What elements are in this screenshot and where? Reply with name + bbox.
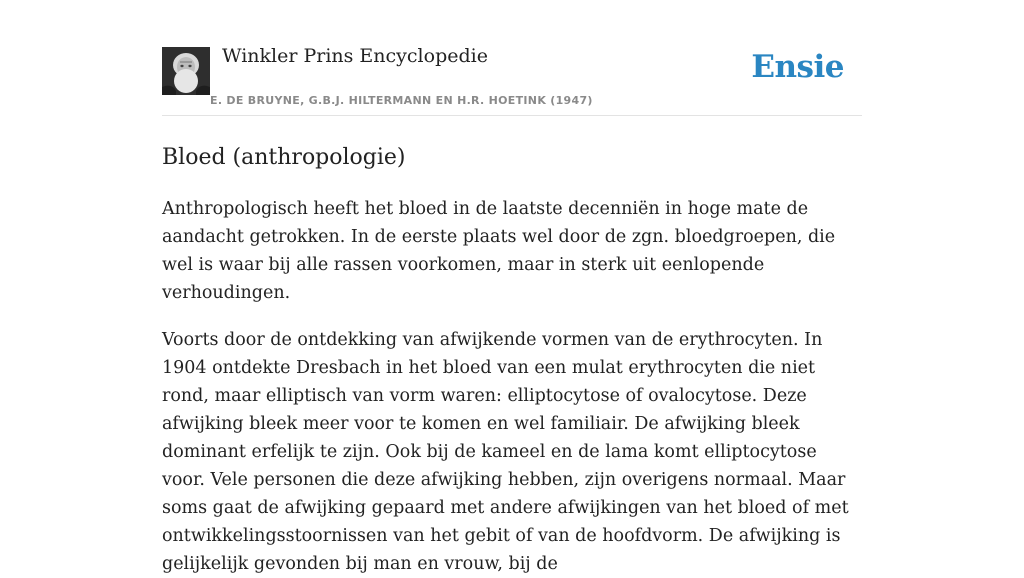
- article-title: Bloed (anthropologie): [162, 145, 406, 170]
- article-container: [162, 0, 862, 578]
- source-authors: E. DE BRUYNE, G.B.J. HILTERMANN EN H.R. HOETINK (1947): [210, 94, 593, 107]
- article-paragraph: Voorts door de ontdekking van afwijkende vormen van de erythrocyten. In 1904 ontdekte Dresbach in het bloed van een mulat erythrocyten die niet rond, maar elliptisch van vorm waren: elliptocytose of ovalocytose. Deze afwijking bleek meer voor te komen en wel familiair. De afwijking bleek dominant erfelijk te zijn. Ook bij de kameel en de lama komt elliptocytose voor. Vele personen die deze afwijking hebben, zijn overigens normaal. Maar soms gaat de afwijking gepaard met andere afwijkingen van het bloed of met ontwikkelingsstoornissen van het gebit of van de hoofdvorm. De afwijking is gelijkelijk gevonden bij man en vrouw, bij de: [162, 330, 849, 574]
- article-paragraph: Anthropologisch heeft het bloed in de laatste decenniën in hoge mate de aandacht getrokken. In de eerste plaats wel door de zgn. bloedgroepen, die wel is waar bij alle rassen voorkomen, maar in sterk uit eenlopende verhoudingen.: [162, 199, 836, 303]
- ensie-logo-link[interactable]: Ensie: [751, 49, 844, 85]
- source-header: [162, 0, 862, 116]
- portrait-image-icon: [162, 47, 210, 95]
- author-avatar[interactable]: [162, 47, 210, 95]
- source-title[interactable]: Winkler Prins Encyclopedie: [222, 45, 488, 67]
